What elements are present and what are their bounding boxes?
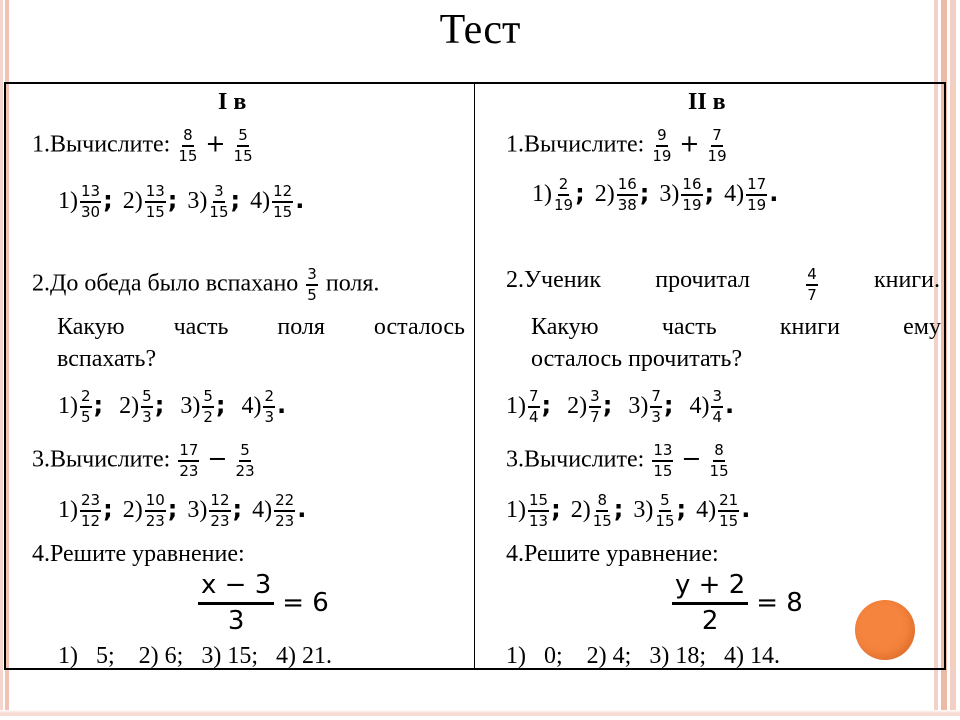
text-word: часть xyxy=(173,314,229,340)
answer-fraction: $\frac{21}{15}$ xyxy=(719,491,739,530)
v1-q3-label: 3.Вычислите: xyxy=(32,446,171,473)
answer-fraction: $\frac{17}{19}$ xyxy=(747,175,767,214)
v1-q1 xyxy=(32,127,255,165)
v1-equation-fraction: $\frac{x - 3}{3}$ xyxy=(198,570,274,636)
variant2-header: II в xyxy=(688,89,726,115)
answer-separator: . xyxy=(277,390,287,419)
answer-option xyxy=(689,387,735,426)
v2-q2-word-2: прочитал xyxy=(655,267,751,293)
answer-separator: ; xyxy=(663,390,674,419)
column-divider xyxy=(474,82,475,670)
answer-fraction: $\frac{23}{12}$ xyxy=(81,491,101,530)
answer-label: 4) xyxy=(724,180,745,207)
text-word: осталось xyxy=(373,314,465,340)
answer-label: 3) xyxy=(633,496,654,523)
answer-separator: . xyxy=(297,494,307,523)
answer-option xyxy=(594,175,650,214)
answer-fraction: $\frac{22}{23}$ xyxy=(275,491,295,530)
answer-option xyxy=(696,491,751,530)
v2-equation-rhs: = 8 xyxy=(756,588,803,618)
answer-label: 2) xyxy=(122,187,143,214)
answer-option xyxy=(122,182,178,221)
answer-label: 1) xyxy=(58,392,78,419)
answer-separator: ; xyxy=(167,494,178,523)
v2-q3-label: 3.Вычислите: xyxy=(506,446,645,473)
decorative-frame-bottom xyxy=(0,710,960,720)
v2-q3-fraction-a: $\frac{13}{15}$ xyxy=(653,441,673,480)
answer-option xyxy=(119,387,165,426)
v1-q2 xyxy=(32,266,379,304)
v1-equation xyxy=(196,570,329,636)
v1-q4-answers: 1) 5; 2) 6; 3) 15; 4) 21. xyxy=(58,643,332,669)
text-word: Какую xyxy=(57,314,125,340)
answer-option xyxy=(187,182,241,221)
answer-separator: ; xyxy=(154,390,165,419)
answer-separator: ; xyxy=(103,185,113,214)
answer-fraction: $\frac{15}{13}$ xyxy=(529,491,549,530)
v2-q4-label: 4.Решите уравнение: xyxy=(506,541,719,567)
answer-separator: ; xyxy=(676,494,687,523)
answer-option xyxy=(187,491,243,530)
text-word: ему xyxy=(903,314,941,340)
v1-q3-answers xyxy=(58,492,316,530)
answer-fraction: $\frac{5}{15}$ xyxy=(655,491,675,530)
answer-label: 4) xyxy=(241,392,262,419)
answer-label: 1) xyxy=(506,392,526,419)
answer-label: 4) xyxy=(696,496,717,523)
answer-fraction: $\frac{10}{23}$ xyxy=(145,491,165,530)
answer-separator: ; xyxy=(230,185,241,214)
answer-label: 4) xyxy=(252,496,273,523)
answer-separator: ; xyxy=(93,390,104,419)
answer-label: 1) xyxy=(58,187,78,214)
answer-fraction: $\frac{5}{3}$ xyxy=(142,387,152,426)
answer-separator: ; xyxy=(704,178,715,207)
answer-fraction: $\frac{3}{4}$ xyxy=(712,387,723,426)
v1-q1-answers xyxy=(58,183,314,221)
answer-option xyxy=(250,182,305,221)
decorative-orange-circle xyxy=(855,600,915,660)
v1-q2-fraction: $\frac{3}{5}$ xyxy=(307,265,317,304)
answer-option xyxy=(122,491,178,530)
answer-fraction: $\frac{2}{3}$ xyxy=(264,387,275,426)
answer-option xyxy=(659,175,715,214)
v1-q1-fraction-a: $\frac{8}{15}$ xyxy=(178,126,198,165)
answer-separator: ; xyxy=(551,494,561,523)
text-word: Какую xyxy=(531,314,599,340)
answer-fraction: $\frac{16}{38}$ xyxy=(617,175,637,214)
v1-q1-operator: + xyxy=(205,129,226,158)
answer-fraction: $\frac{5}{2}$ xyxy=(203,387,213,426)
answer-option xyxy=(532,175,585,214)
v2-q1-fraction-b: $\frac{7}{19}$ xyxy=(707,126,727,165)
answer-label: 3) xyxy=(659,180,680,207)
v2-q2-word-1: 2.Ученик xyxy=(506,267,602,293)
answer-label: 3) xyxy=(187,496,208,523)
text-word: книги xyxy=(779,314,840,340)
answer-option xyxy=(570,491,624,530)
v1-q2-answers xyxy=(58,388,302,426)
v1-q1-label: 1.Вычислите: xyxy=(32,131,171,158)
answer-label: 2) xyxy=(570,496,591,523)
v1-q3 xyxy=(32,442,257,480)
answer-option xyxy=(628,387,674,426)
answer-option xyxy=(58,491,113,530)
answer-separator: . xyxy=(769,178,779,207)
answer-fraction: $\frac{13}{15}$ xyxy=(145,182,165,221)
answer-fraction: $\frac{12}{15}$ xyxy=(273,182,293,221)
answer-label: 3) xyxy=(187,187,208,214)
answer-fraction: $\frac{7}{4}$ xyxy=(529,387,539,426)
v2-q3-operator: − xyxy=(681,444,702,473)
variant1-header: I в xyxy=(218,89,247,115)
answer-separator: . xyxy=(741,494,751,523)
v2-q2-suffix: книги. xyxy=(873,267,940,293)
answer-separator: . xyxy=(725,390,735,419)
answer-fraction: $\frac{3}{15}$ xyxy=(209,182,229,221)
v1-q3-fraction-a: $\frac{17}{23}$ xyxy=(179,441,199,480)
answer-fraction: $\frac{7}{3}$ xyxy=(651,387,661,426)
answer-fraction: $\frac{8}{15}$ xyxy=(592,491,612,530)
v2-q2 xyxy=(506,266,940,304)
v2-q3 xyxy=(506,442,731,480)
v1-q1-fraction-b: $\frac{5}{15}$ xyxy=(233,126,253,165)
answer-option xyxy=(506,491,561,530)
v2-q3-fraction-b: $\frac{8}{15}$ xyxy=(709,441,729,480)
v2-q1-label: 1.Вычислите: xyxy=(506,131,645,158)
answer-option xyxy=(724,175,779,214)
v2-q1-operator: + xyxy=(679,129,700,158)
answer-label: 2) xyxy=(122,496,143,523)
answer-option xyxy=(252,491,307,530)
v1-q2-suffix: поля. xyxy=(325,270,380,297)
answer-label: 3) xyxy=(180,392,201,419)
answer-label: 1) xyxy=(58,496,78,523)
answer-label: 3) xyxy=(628,392,649,419)
v2-q2-line2 xyxy=(531,313,941,341)
answer-option xyxy=(506,387,552,426)
v2-q2-fraction: $\frac{4}{7}$ xyxy=(807,265,817,304)
text-word: поля xyxy=(277,314,325,340)
answer-separator: ; xyxy=(575,178,585,207)
v2-q1-fraction-a: $\frac{9}{19}$ xyxy=(652,126,672,165)
text-word: часть xyxy=(661,314,717,340)
answer-separator: ; xyxy=(167,185,178,214)
answer-separator: ; xyxy=(639,178,650,207)
v2-q2-answers xyxy=(506,388,750,426)
v2-q4-answers: 1) 0; 2) 4; 3) 18; 4) 14. xyxy=(506,643,780,669)
v1-q4-label: 4.Решите уравнение: xyxy=(32,541,245,567)
v1-q3-fraction-b: $\frac{5}{23}$ xyxy=(235,441,255,480)
answer-fraction: $\frac{12}{23}$ xyxy=(210,491,230,530)
answer-option xyxy=(180,387,226,426)
v2-q2-line3: осталось прочитать? xyxy=(531,346,743,372)
answer-option xyxy=(633,491,687,530)
v2-equation-fraction: $\frac{y + 2}{2}$ xyxy=(672,570,748,636)
answer-label: 2) xyxy=(594,180,615,207)
v1-q3-operator: − xyxy=(207,444,228,473)
answer-label: 1) xyxy=(532,180,552,207)
answer-separator: . xyxy=(295,185,305,214)
v1-q2-line2 xyxy=(57,313,465,341)
answer-fraction: $\frac{16}{19}$ xyxy=(682,175,702,214)
answer-label: 2) xyxy=(567,392,588,419)
answer-separator: ; xyxy=(541,390,552,419)
answer-separator: ; xyxy=(602,390,613,419)
answer-fraction: $\frac{2}{19}$ xyxy=(554,175,574,214)
answer-option xyxy=(58,182,113,221)
answer-option xyxy=(58,387,104,426)
answer-fraction: $\frac{3}{7}$ xyxy=(590,387,600,426)
v2-q1-answers xyxy=(532,176,788,214)
answer-label: 2) xyxy=(119,392,140,419)
test-table xyxy=(4,82,946,670)
v1-q2-line3: вспахать? xyxy=(57,346,157,372)
answer-separator: ; xyxy=(215,390,226,419)
answer-separator: ; xyxy=(232,494,243,523)
answer-separator: ; xyxy=(103,494,113,523)
answer-label: 4) xyxy=(250,187,271,214)
v2-q3-answers xyxy=(506,492,760,530)
page-title: Тест xyxy=(439,7,521,53)
v2-equation xyxy=(670,570,803,636)
answer-option xyxy=(241,387,287,426)
answer-label: 1) xyxy=(506,496,526,523)
answer-option xyxy=(567,387,613,426)
v2-q1 xyxy=(506,127,729,165)
answer-separator: ; xyxy=(613,494,624,523)
answer-fraction: $\frac{2}{5}$ xyxy=(81,387,91,426)
answer-label: 4) xyxy=(689,392,710,419)
v1-equation-rhs: = 6 xyxy=(282,588,329,618)
v1-q2-prefix: 2.До обеда было вспахано xyxy=(32,270,299,297)
answer-fraction: $\frac{13}{30}$ xyxy=(81,182,101,221)
